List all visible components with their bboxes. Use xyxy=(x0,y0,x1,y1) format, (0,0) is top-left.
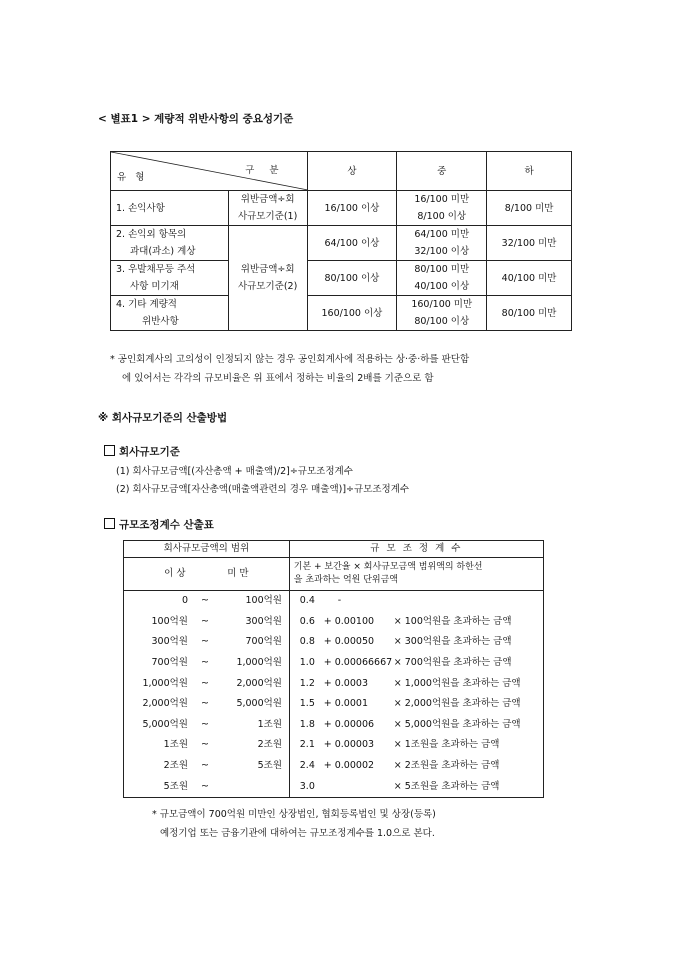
jung-lower: 80/100 이상 xyxy=(414,316,470,327)
coef-cell xyxy=(289,653,543,674)
coef-base: 3.0 xyxy=(299,780,315,792)
range-cell xyxy=(124,632,290,653)
ha-cell: 40/100 미만 xyxy=(487,261,572,296)
formula-line2: 을 초과하는 억원 단위금액 xyxy=(293,575,398,585)
jung-upper: 160/100 미만 xyxy=(411,299,473,310)
range-tilde: ~ xyxy=(201,677,209,689)
basis-cell xyxy=(228,226,307,331)
type-line1: 4. 기타 계량적 xyxy=(116,299,177,310)
range-to: 100억원 xyxy=(245,595,282,607)
range-cell xyxy=(124,776,290,797)
table-row xyxy=(111,296,572,331)
range-cell xyxy=(124,673,290,694)
coef-rate: + 0.00002 xyxy=(323,760,375,772)
table2-heading xyxy=(104,517,214,532)
table2-heading-label: 규모조정계수 산출표 xyxy=(119,519,214,531)
formula-line1: 기본 + 보간율 × 회사규모금액 범위액의 하한선 xyxy=(293,562,483,572)
ha-cell: 80/100 미만 xyxy=(487,296,572,331)
range-cell xyxy=(124,591,290,612)
jung-upper: 80/100 미만 xyxy=(414,264,470,275)
range-tilde: ~ xyxy=(201,739,209,751)
header-gubun: 구 분 xyxy=(245,165,285,176)
range-from: 5조원 xyxy=(163,780,188,792)
range-cell xyxy=(124,694,290,715)
coef-base: 0.8 xyxy=(299,636,315,648)
basis-cell xyxy=(228,191,307,226)
sang-cell: 160/100 이상 xyxy=(307,296,397,331)
checkbox-square-icon xyxy=(104,445,115,456)
coef-excess: × 700억원을 초과하는 금액 xyxy=(393,657,512,669)
coef-rate: + 0.00066667 xyxy=(323,657,393,669)
table1-note-line2: 에 있어서는 각각의 규모비율은 위 표에서 정하는 비율의 2배를 기준으로 함 xyxy=(122,373,434,384)
table-row xyxy=(124,591,544,612)
table-row xyxy=(124,735,544,756)
coef-excess: × 5,000억원을 초과하는 금액 xyxy=(393,718,521,730)
sub-to: 미 만 xyxy=(227,568,249,579)
range-subheader xyxy=(124,558,290,591)
checkbox-square-icon xyxy=(104,518,115,529)
coef-rate: + 0.0001 xyxy=(323,698,368,710)
sang-cell: 80/100 이상 xyxy=(307,261,397,296)
range-cell xyxy=(124,715,290,736)
range-tilde: ~ xyxy=(201,615,209,627)
table1-note-line1: * 공인회계사의 고의성이 인정되지 않는 경우 공인회계사에 적용하는 상·중·하를 판단함 xyxy=(110,354,470,365)
table-row xyxy=(124,653,544,674)
criteria-heading-label: 회사규모기준 xyxy=(119,446,180,458)
range-tilde: ~ xyxy=(201,780,209,792)
jung-cell xyxy=(397,261,487,296)
range-to: 2조원 xyxy=(257,739,282,751)
diagonal-header-cell xyxy=(111,152,308,191)
range-tilde: ~ xyxy=(201,657,209,669)
range-to: 5조원 xyxy=(257,760,282,772)
formula-subheader xyxy=(289,558,543,591)
table-row xyxy=(111,191,572,226)
jung-lower: 8/100 이상 xyxy=(417,211,467,222)
range-from: 0 xyxy=(181,595,188,607)
range-cell xyxy=(124,735,290,756)
coef-cell xyxy=(289,694,543,715)
type-cell: 1. 손익사항 xyxy=(111,191,229,226)
range-tilde: ~ xyxy=(201,595,209,607)
coef-cell xyxy=(289,715,543,736)
section-heading: ※ 회사규모기준의 산출방법 xyxy=(98,412,228,424)
jung-cell xyxy=(397,226,487,261)
range-cell xyxy=(124,612,290,633)
type-cell xyxy=(111,296,229,331)
coef-cell xyxy=(289,776,543,797)
sang-cell: 64/100 이상 xyxy=(307,226,397,261)
range-from: 100억원 xyxy=(151,615,188,627)
table-row xyxy=(124,756,544,777)
table-row xyxy=(124,776,544,797)
coef-cell xyxy=(289,612,543,633)
ha-cell: 8/100 미만 xyxy=(487,191,572,226)
range-cell xyxy=(124,653,290,674)
range-to: 5,000억원 xyxy=(236,698,282,710)
range-from: 700억원 xyxy=(151,657,188,669)
coef-cell xyxy=(289,735,543,756)
header-sang: 상 xyxy=(307,152,397,191)
coef-base: 2.4 xyxy=(299,760,315,772)
jung-upper: 64/100 미만 xyxy=(414,229,470,240)
type-cell xyxy=(111,226,229,261)
range-to: 2,000억원 xyxy=(236,677,282,689)
range-tilde: ~ xyxy=(201,636,209,648)
coef-rate: + 0.00003 xyxy=(323,739,375,751)
coef-base: 1.2 xyxy=(299,677,315,689)
range-from: 2조원 xyxy=(163,760,188,772)
coef-rate: + 0.0003 xyxy=(323,677,368,689)
table-row xyxy=(124,673,544,694)
header-yuhyeong: 유 형 xyxy=(117,172,148,183)
coef-cell xyxy=(289,756,543,777)
type-line2: 과대(과소) 계상 xyxy=(130,246,196,257)
coef-excess: × 300억원을 초과하는 금액 xyxy=(393,636,512,648)
criteria-formula-1: (1) 회사규모금액[(자산총액 + 매출액)/2]÷규모조정계수 xyxy=(116,466,353,477)
range-cell xyxy=(124,756,290,777)
basis-line: 위반금액÷회 xyxy=(240,194,295,205)
type-line1: 3. 우발채무등 주석 xyxy=(116,264,196,275)
table-row xyxy=(124,632,544,653)
sang-cell: 16/100 이상 xyxy=(307,191,397,226)
header-ha: 하 xyxy=(487,152,572,191)
coef-cell xyxy=(289,673,543,694)
range-from: 2,000억원 xyxy=(142,698,188,710)
materiality-table xyxy=(110,151,572,331)
table-row xyxy=(124,694,544,715)
sub-from: 이 상 xyxy=(164,568,186,579)
coef-excess: × 1,000억원을 초과하는 금액 xyxy=(393,677,521,689)
type-line2: 위반사항 xyxy=(142,316,179,327)
range-to: 1,000억원 xyxy=(236,657,282,669)
range-tilde: ~ xyxy=(201,698,209,710)
col2-header: 규 모 조 정 계 수 xyxy=(289,541,543,558)
type-cell xyxy=(111,261,229,296)
coef-base: 0.6 xyxy=(299,615,315,627)
coef-base: 0.4 xyxy=(299,595,315,607)
coef-excess: × 2,000억원을 초과하는 금액 xyxy=(393,698,521,710)
type-line1: 2. 손익외 항목의 xyxy=(116,229,187,240)
range-from: 1,000억원 xyxy=(142,677,188,689)
basis-line: 사규모기준(1) xyxy=(237,211,298,222)
jung-lower: 32/100 이상 xyxy=(414,246,470,257)
coef-rate: + 0.00100 xyxy=(323,615,375,627)
coef-excess: × 5조원을 초과하는 금액 xyxy=(393,780,500,792)
jung-cell xyxy=(397,191,487,226)
table2-footnote-line2: 예정기업 또는 금융기관에 대하여는 규모조정계수를 1.0으로 본다. xyxy=(160,828,435,839)
range-to: 300억원 xyxy=(245,615,282,627)
table2-footnote-line1: * 규모금액이 700억원 미만인 상장법인, 협회등록법인 및 상장(등록) xyxy=(152,809,436,820)
jung-lower: 40/100 이상 xyxy=(414,281,470,292)
coef-cell xyxy=(289,591,543,612)
coef-excess: × 100억원을 초과하는 금액 xyxy=(393,615,512,627)
table-row xyxy=(124,715,544,736)
coef-excess: × 2조원을 초과하는 금액 xyxy=(393,760,500,772)
range-from: 300억원 xyxy=(151,636,188,648)
range-to: 1조원 xyxy=(257,718,282,730)
table-row xyxy=(111,226,572,261)
range-from: 5,000억원 xyxy=(142,718,188,730)
page-title: < 별표1 > 계량적 위반사항의 중요성기준 xyxy=(98,113,294,125)
criteria-heading xyxy=(104,444,180,459)
range-from: 1조원 xyxy=(163,739,188,751)
coef-rate: + 0.00050 xyxy=(323,636,375,648)
coef-base: 1.8 xyxy=(299,718,315,730)
coef-cell xyxy=(289,632,543,653)
ha-cell: 32/100 미만 xyxy=(487,226,572,261)
jung-upper: 16/100 미만 xyxy=(414,194,470,205)
coef-excess: - xyxy=(337,595,342,607)
basis-line: 위반금액÷회 xyxy=(240,264,295,275)
range-tilde: ~ xyxy=(201,718,209,730)
coef-rate: + 0.00006 xyxy=(323,718,375,730)
range-tilde: ~ xyxy=(201,760,209,772)
range-to: 700억원 xyxy=(245,636,282,648)
coef-base: 1.0 xyxy=(299,657,315,669)
header-jung: 중 xyxy=(397,152,487,191)
coef-excess: × 1조원을 초과하는 금액 xyxy=(393,739,500,751)
basis-line: 사규모기준(2) xyxy=(237,281,298,292)
type-line2: 사항 미기재 xyxy=(130,281,179,292)
table-row xyxy=(111,261,572,296)
coef-base: 1.5 xyxy=(299,698,315,710)
scale-coefficient-table xyxy=(123,540,544,798)
coef-base: 2.1 xyxy=(299,739,315,751)
table-row xyxy=(124,612,544,633)
jung-cell xyxy=(397,296,487,331)
criteria-formula-2: (2) 회사규모금액[자산총액(매출액관련의 경우 매출액)]÷규모조정계수 xyxy=(116,484,410,495)
col1-header: 회사규모금액의 범위 xyxy=(124,541,290,558)
